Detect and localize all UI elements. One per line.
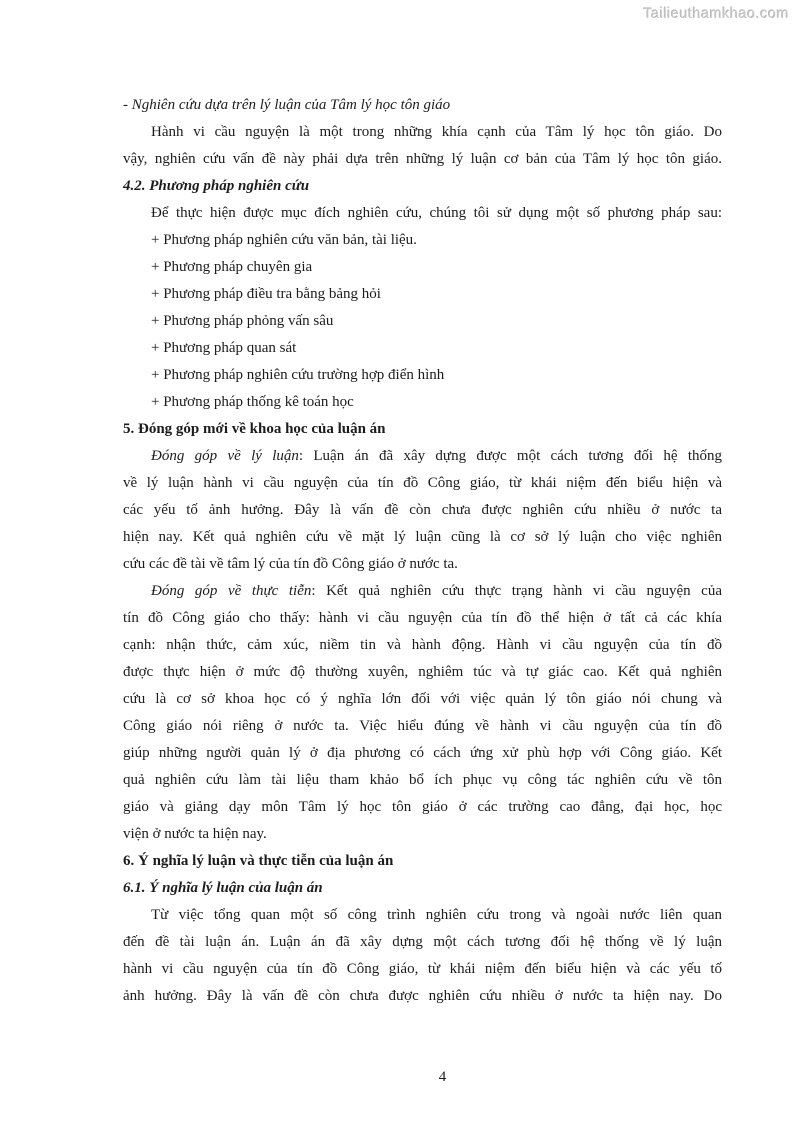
text-line — [123, 362, 722, 389]
text-segment: hành vi cầu nguyện của tín đồ Công giáo, từ khái niệm đến biểu hiện và các yếu tố — [123, 961, 722, 977]
text-segment: tín đồ Công giáo cho thấy: hành vi cầu nguyện của tín đồ thể hiện ở tất cả các khía — [123, 610, 722, 626]
text-segment: : Kết quả nghiên cứu thực trạng hành vi cầu nguyện của — [311, 583, 722, 599]
text-segment: ảnh hưởng. Đây là vấn đề còn chưa được nghiên cứu nhiều ở nước ta hiện nay. Do — [123, 988, 722, 1004]
text-segment: + Phương pháp phỏng vấn sâu — [151, 313, 334, 329]
text-segment: giáo và giảng dạy môn Tâm lý học tôn giáo ở các trường cao đẳng, đại học, học — [123, 799, 722, 815]
text-line — [123, 632, 722, 659]
text-segment: 4.2. Phương pháp nghiên cứu — [123, 178, 310, 194]
text-segment: + Phương pháp thống kê toán học — [151, 394, 354, 410]
text-segment: + Phương pháp nghiên cứu trường hợp điển hình — [151, 367, 445, 383]
text-line — [123, 92, 722, 119]
text-segment: + Phương pháp điều tra bằng bảng hỏi — [151, 286, 381, 302]
text-segment: 6. Ý nghĩa lý luận và thực tiễn của luận án — [123, 853, 394, 869]
text-segment: : Luận án đã xây dựng được một cách tương đối hệ thống — [298, 448, 723, 464]
text-line — [123, 173, 722, 200]
text-line — [123, 443, 722, 470]
watermark-text: Tailieuthamkhao.com — [643, 6, 789, 22]
text-line — [123, 146, 722, 173]
text-line — [123, 956, 722, 983]
text-segment: cạnh: nhận thức, cảm xúc, niềm tin và hành động. Hành vi cầu nguyện của tín đồ — [123, 637, 722, 653]
text-line — [123, 605, 722, 632]
text-line — [123, 119, 722, 146]
text-line — [123, 983, 722, 1010]
text-line — [123, 416, 722, 443]
text-segment: Từ việc tổng quan một số công trình nghiên cứu trong và ngoài nước liên quan — [151, 907, 722, 923]
text-segment: 5. Đóng góp mới về khoa học của luận án — [123, 421, 386, 437]
text-segment: + Phương pháp chuyên gia — [151, 259, 313, 275]
text-line — [123, 470, 722, 497]
emphasis-text: Đóng góp về lý luận — [151, 448, 299, 464]
text-line — [123, 227, 722, 254]
text-segment: Hành vi cầu nguyện là một trong những khía cạnh của Tâm lý học tôn giáo. Do — [151, 124, 722, 140]
emphasis-text: Đóng góp về thực tiễn — [151, 583, 312, 599]
text-line — [123, 848, 722, 875]
text-line — [123, 281, 722, 308]
text-segment: đến đề tài luận án. Luận án đã xây dựng một cách tương đối hệ thống về lý luận — [123, 934, 722, 950]
text-segment: hiện nay. Kết quả nghiên cứu về mặt lý luận cũng là cơ sở lý luận cho việc nghiên — [123, 529, 722, 545]
text-line — [123, 875, 722, 902]
text-segment: về lý luận hành vi cầu nguyện của tín đồ Công giáo, từ khái niệm đến biểu hiện và — [123, 475, 722, 491]
text-segment: vậy, nghiên cứu vấn đề này phải dựa trên những lý luận cơ bản của Tâm lý học tôn giáo. — [123, 151, 722, 167]
text-line — [123, 200, 722, 227]
text-segment: quả nghiên cứu làm tài liệu tham khảo bổ ích phục vụ công tác nghiên cứu về tôn — [123, 772, 722, 788]
text-line — [123, 254, 722, 281]
text-line — [123, 308, 722, 335]
text-line — [123, 794, 722, 821]
text-segment: viện ở nước ta hiện nay. — [123, 826, 267, 842]
text-segment: cứu các đề tài về tâm lý của tín đồ Công giáo ở nước ta. — [123, 556, 458, 572]
page-number: 4 — [438, 1069, 447, 1085]
text-line — [123, 686, 722, 713]
text-segment: Để thực hiện được mục đích nghiên cứu, chúng tôi sử dụng một số phương pháp sau: — [151, 205, 722, 221]
text-line — [123, 335, 722, 362]
text-line — [123, 524, 722, 551]
text-line — [123, 713, 722, 740]
text-line — [123, 767, 722, 794]
text-line — [123, 659, 722, 686]
text-segment: giúp những người quản lý ở địa phương có cách ứng xử phù hợp với Công giáo. Kết — [123, 745, 722, 761]
text-segment: + Phương pháp quan sát — [151, 340, 297, 356]
text-segment: + Phương pháp nghiên cứu văn bản, tài liệu. — [151, 232, 417, 248]
text-segment: cứu là cơ sở khoa học có ý nghĩa lớn đối với việc quản lý tôn giáo nói chung và — [123, 691, 722, 707]
text-segment: các yếu tố ảnh hưởng. Đây là vấn đề còn chưa được nghiên cứu nhiều ở nước ta — [123, 502, 722, 518]
text-segment: 6.1. Ý nghĩa lý luận của luận án — [123, 880, 323, 896]
text-line — [123, 821, 722, 848]
text-line — [123, 578, 722, 605]
text-line — [123, 902, 722, 929]
text-line — [123, 740, 722, 767]
text-line — [123, 389, 722, 416]
text-line — [123, 551, 722, 578]
text-segment: - Nghiên cứu dựa trên lý luận của Tâm lý học tôn giáo — [123, 97, 451, 113]
text-segment: Công giáo nói riêng ở nước ta. Việc hiểu đúng về hành vi cầu nguyện của tín đồ — [123, 718, 722, 734]
text-line — [123, 929, 722, 956]
document-body — [123, 92, 722, 1010]
text-segment: được thực hiện ở mức độ thường xuyên, nghiêm túc và tự giác cao. Kết quả nghiên — [123, 664, 722, 680]
text-line — [123, 497, 722, 524]
